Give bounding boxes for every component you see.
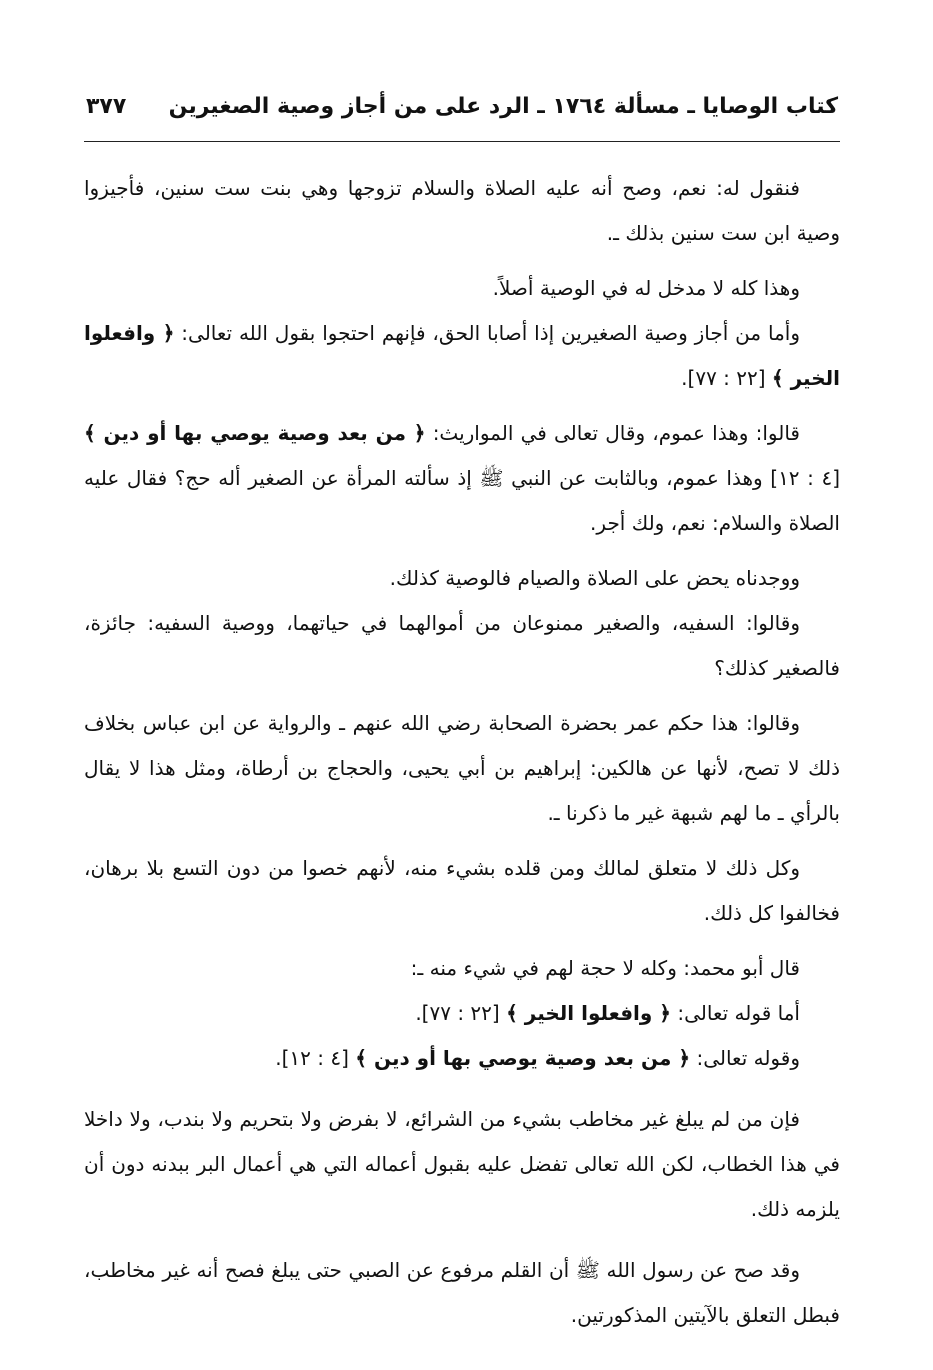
text-segment: وقد صح عن رسول الله ﷺ أن القلم مرفوع عن الصبي حتى يبلغ فصح أنه غير مخاطب، فبطل التعلق بالآيتين المذكورتين. <box>84 1258 840 1327</box>
header-rule <box>84 141 840 142</box>
text-segment: [٤ : ١٢] وهذا عموم، وبالثابت عن النبي ﷺ إذ سألته المرأة عن الصغير أله حج؟ فقال عليه الصلاة والسلام: نعم، ولك أجر. <box>84 466 841 535</box>
paragraph <box>84 601 840 691</box>
text-segment: فنقول له: نعم، وصح أنه عليه الصلاة والسلام تزوجها وهي بنت ست سنين، فأجيزوا وصية ابن ست سنين بذلك ـ. <box>84 176 840 245</box>
page-header <box>86 88 838 132</box>
paragraph <box>84 846 840 936</box>
text-segment: قالوا: وهذا عموم، وقال تعالى في المواريث: <box>425 421 800 445</box>
verse-reference: [٢٢ : ٧٧]. <box>681 366 772 390</box>
text-segment: قال أبو محمد: وكله لا حجة لهم في شيء منه ـ: <box>410 956 800 980</box>
text-segment: وقالوا: السفيه، والصغير ممنوعان من أموالهما في حياتهما، ووصية السفيه: جائزة، فالصغير كذلك؟ <box>84 611 840 680</box>
quote-line <box>84 1036 840 1081</box>
text-segment: وأما من أجاز وصية الصغيرين إذا أصابا الحق، فإنهم احتجوا بقول الله تعالى: <box>174 321 800 345</box>
text-segment: ووجدناه يحض على الصلاة والصيام فالوصية كذلك. <box>389 566 800 590</box>
text-segment: وكل ذلك لا متعلق لمالك ومن قلده بشيء منه، لأنهم خصوا من دون التسع بلا برهان، فخالفوا كل ذلك. <box>84 856 840 925</box>
text-segment: وهذا كله لا مدخل له في الوصية أصلاً. <box>492 276 800 300</box>
verse-reference: [٢٢ : ٧٧]. <box>415 1001 507 1025</box>
text-segment: فإن من لم يبلغ غير مخاطب بشيء من الشرائع، لا بفرض ولا بتحريم ولا بندب، ولا داخلا في هذا الخطاب، لكن الله تعالى تفضل عليه بقبول أعماله التي هي أعمال البر ببدنه دون أن يلزمه ذلك. <box>84 1107 840 1221</box>
paragraph <box>84 266 840 311</box>
paragraph <box>84 411 840 546</box>
paragraph <box>84 1097 840 1232</box>
page-number: ٣٧٧ <box>86 94 127 119</box>
paragraph <box>84 556 840 601</box>
quran-quote: ﴿ من بعد وصية يوصي بها أو دين ﴾ <box>84 421 426 445</box>
running-title: كتاب الوصايا ـ مسألة ١٧٦٤ ـ الرد على من أجاز وصية الصغيرين <box>168 94 838 119</box>
paragraph <box>84 701 840 836</box>
quran-quote: ﴿ وافعلوا الخير ﴾ <box>506 1001 672 1025</box>
author-response-block <box>84 946 840 1081</box>
quote-line <box>84 946 840 991</box>
text-segment: وقوله تعالى: <box>690 1046 800 1070</box>
text-segment: وقالوا: هذا حكم عمر بحضرة الصحابة رضي الله عنهم ـ والرواية عن ابن عباس بخلاف ذلك لا تصح، لأنها عن هالكين: إبراهيم بن أبي يحيى، والحجاج بن أرطاة، ومثل هذا لا يقال بالرأي ـ ما لهم شبهة غير ما ذكرنا ـ. <box>84 711 840 825</box>
quote-line <box>84 991 840 1036</box>
body-text <box>84 166 840 1338</box>
quran-quote: ﴿ من بعد وصية يوصي بها أو دين ﴾ <box>355 1046 691 1070</box>
text-segment: أما قوله تعالى: <box>671 1001 800 1025</box>
quran-quote: ﴿ وافعلوا الخير ﴾ <box>84 321 840 390</box>
paragraph <box>84 166 840 256</box>
verse-reference: [٤ : ١٢]. <box>275 1046 356 1070</box>
paragraph <box>84 311 840 401</box>
paragraph <box>84 1248 840 1338</box>
